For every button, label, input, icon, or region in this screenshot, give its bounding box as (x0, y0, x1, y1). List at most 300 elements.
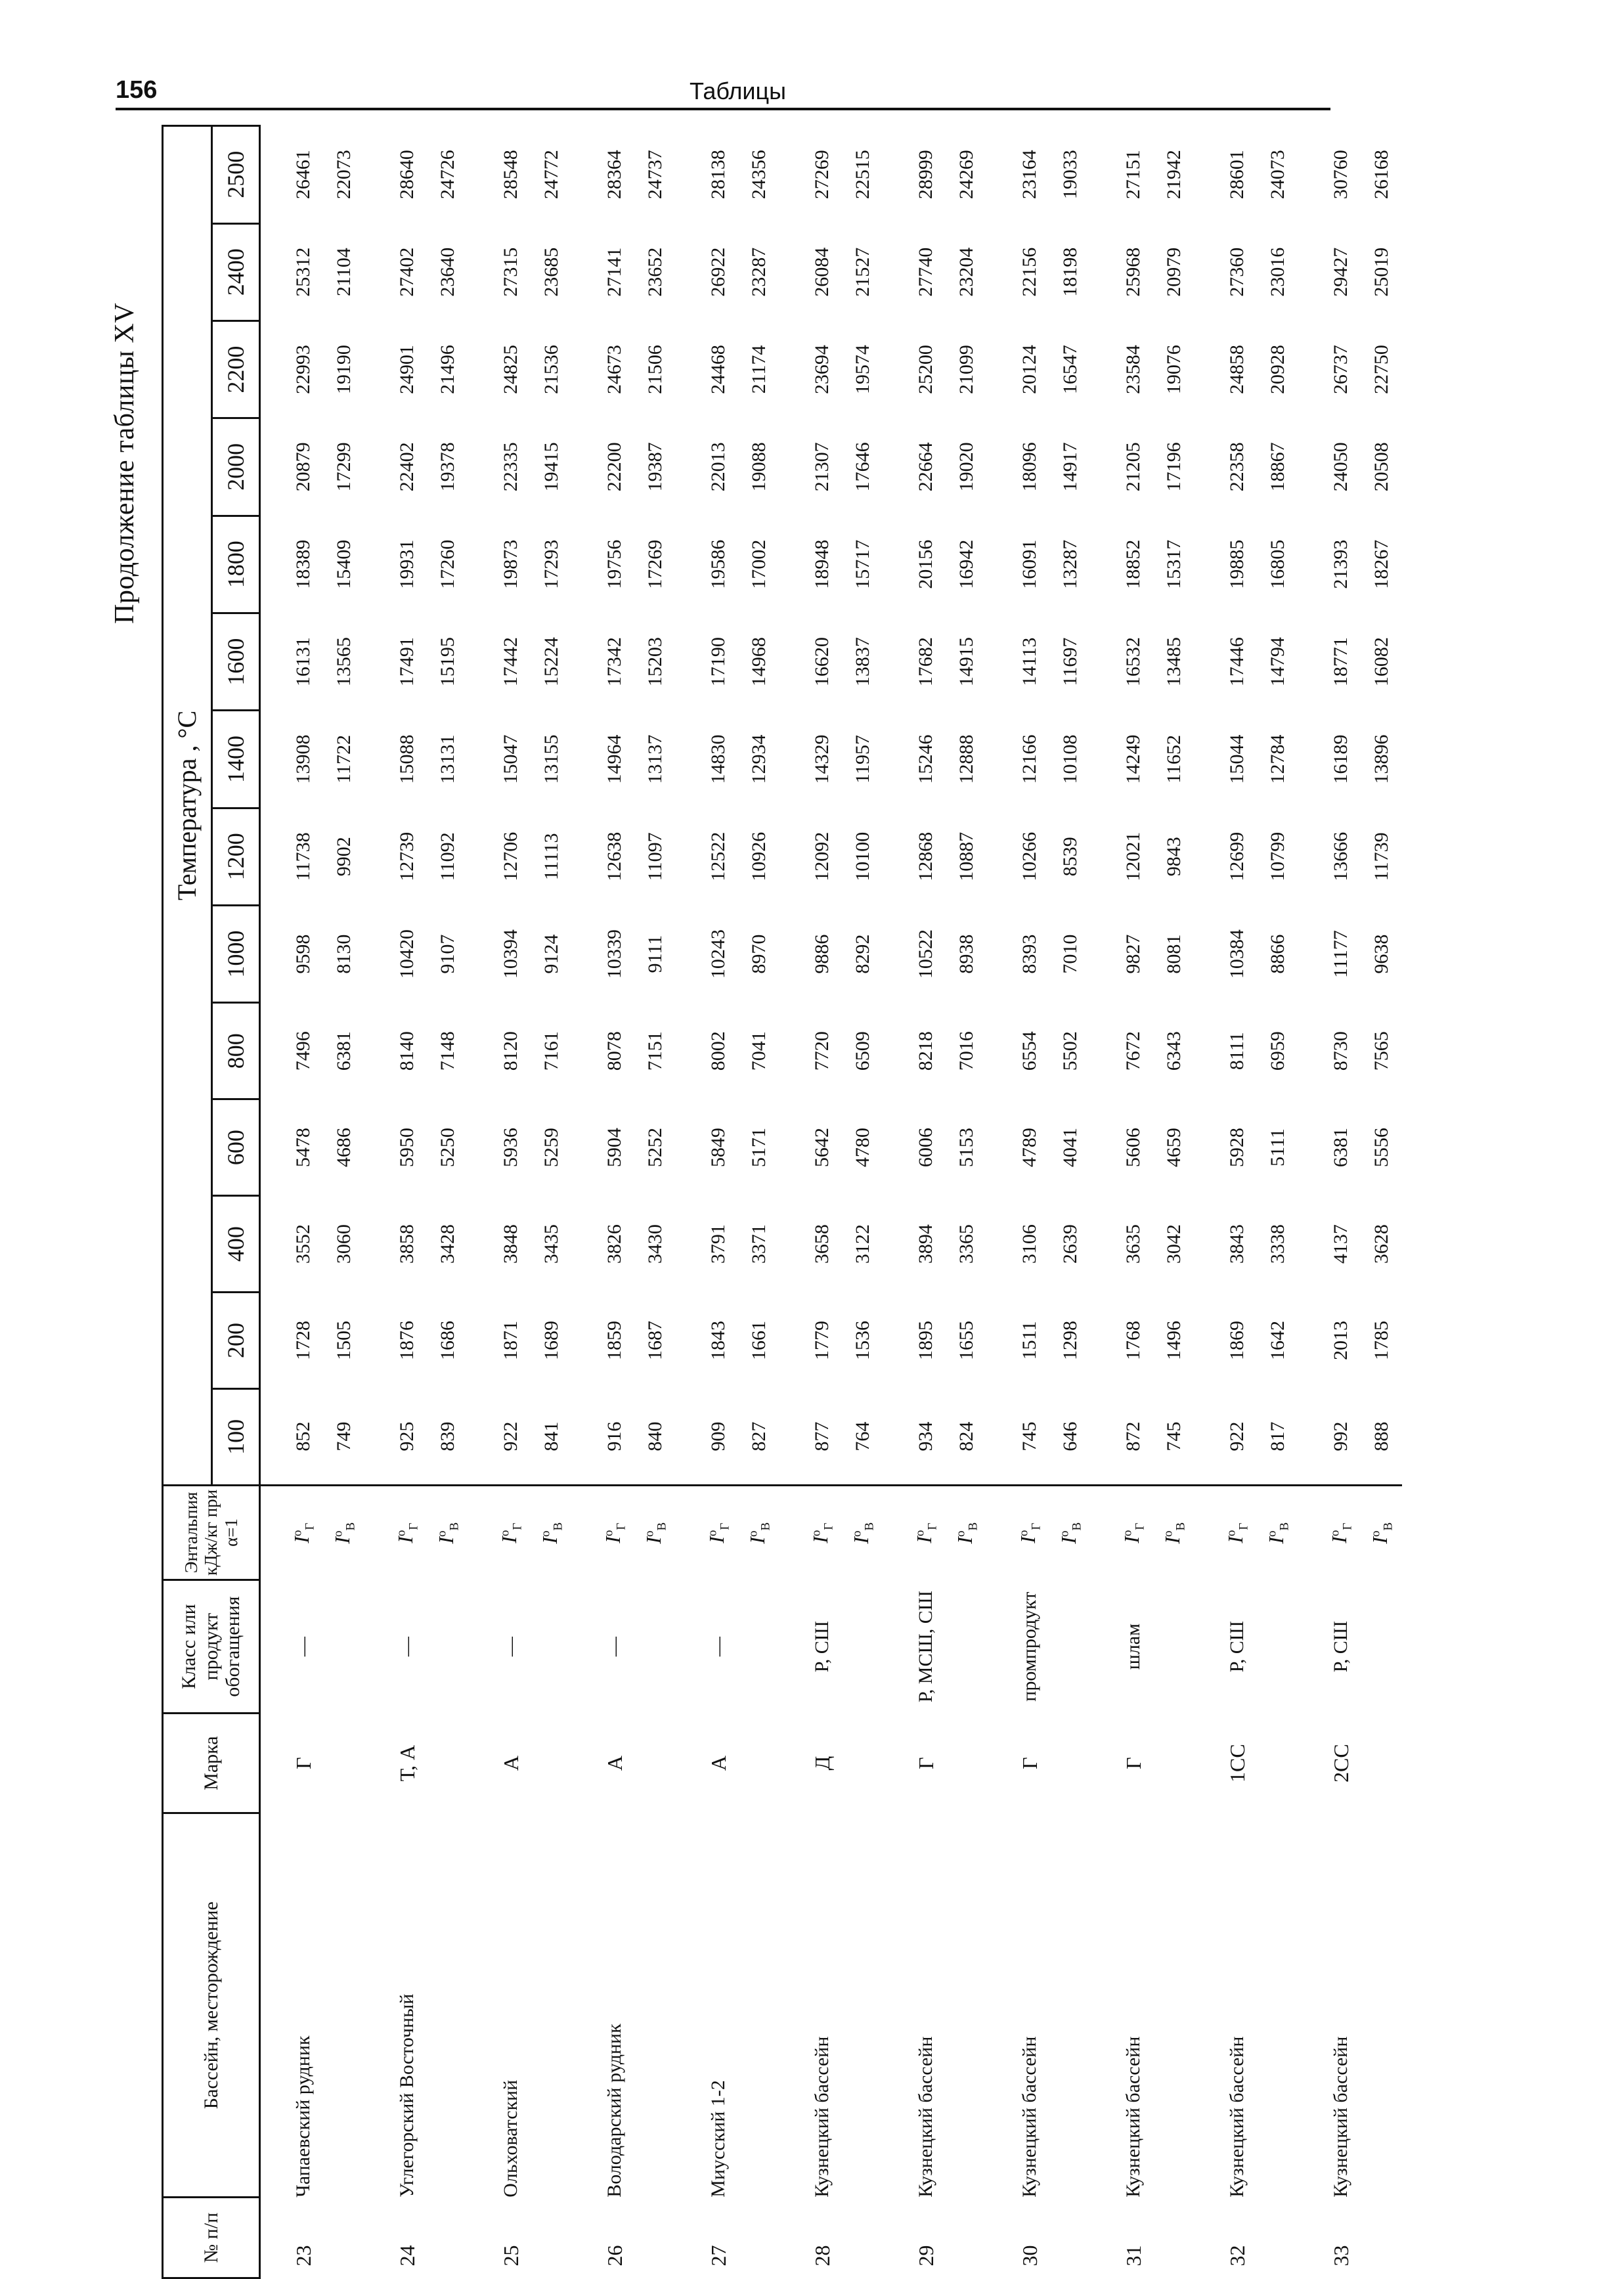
degree-mark: о (1057, 1530, 1072, 1537)
empty-cell (635, 1714, 676, 1813)
header-temp-2400: 2400 (212, 223, 260, 321)
table-caption: Продолжение таблицы XV (110, 302, 140, 624)
enthalpy-symbol-letter: I (1367, 1536, 1392, 1544)
degree-mark: о (290, 1530, 305, 1537)
enthalpy-symbol-letter: I (433, 1536, 458, 1544)
enthalpy-value: 14964 (604, 734, 625, 784)
enthalpy-value: 4686 (333, 1128, 355, 1168)
enthalpy-value: 17491 (396, 637, 418, 687)
enthalpy-subscript: В (551, 1522, 565, 1531)
enthalpy-value: 5556 (1371, 1128, 1392, 1168)
enthalpy-symbol-letter: I (1263, 1536, 1288, 1544)
enthalpy-value: 10100 (852, 831, 873, 881)
empty-cell (324, 1580, 364, 1714)
table-row (843, 126, 883, 2278)
product-class: промпродукт (1019, 1591, 1040, 1702)
table-row (1091, 126, 1154, 2278)
enthalpy-value: 749 (333, 1421, 355, 1451)
enthalpy-value: 11697 (1059, 637, 1081, 686)
enthalpy-value: 17293 (540, 539, 562, 589)
enthalpy-value: 17299 (333, 442, 355, 492)
enthalpy-symbol-letter: I (745, 1536, 769, 1544)
degree-mark: о (809, 1530, 823, 1537)
enthalpy-value: 2013 (1330, 1320, 1351, 1360)
enthalpy-subscript: Г (925, 1522, 940, 1530)
enthalpy-value: 3826 (604, 1224, 625, 1264)
enthalpy-value: 22200 (604, 442, 625, 492)
enthalpy-value: 24737 (644, 150, 666, 200)
enthalpy-value: 25019 (1371, 247, 1392, 297)
degree-mark: о (1224, 1530, 1239, 1537)
enthalpy-value: 18096 (1019, 442, 1040, 492)
table-row (676, 126, 739, 2278)
enthalpy-subscript: В (1277, 1522, 1292, 1531)
product-class: Р, СШ (1226, 1620, 1248, 1673)
enthalpy-value: 3658 (811, 1224, 833, 1264)
degree-mark: о (394, 1530, 408, 1537)
empty-cell (739, 1580, 779, 1714)
enthalpy-symbol (946, 1485, 987, 1580)
enthalpy-value: 12166 (1019, 734, 1040, 784)
enthalpy-subscript: Г (718, 1522, 732, 1530)
enthalpy-value: 5936 (500, 1128, 521, 1168)
enthalpy-value: 15409 (333, 539, 355, 589)
enthalpy-value: 11177 (1330, 930, 1351, 979)
enthalpy-value: 17190 (707, 637, 729, 687)
enthalpy-symbol-letter: I (537, 1536, 561, 1544)
enthalpy-value: 7010 (1059, 934, 1081, 974)
enthalpy-value: 24673 (604, 345, 625, 395)
row-number: 31 (1121, 2245, 1145, 2267)
enthalpy-value: 8120 (500, 1031, 521, 1071)
enthalpy-value: 9843 (1163, 837, 1185, 877)
enthalpy-value: 17646 (852, 442, 873, 492)
table-row (531, 126, 572, 2278)
enthalpy-subscript: Г (822, 1522, 836, 1530)
enthalpy-value: 13131 (437, 734, 458, 784)
basin-name: Ольховатский (500, 2079, 521, 2198)
enthalpy-value: 6006 (915, 1128, 936, 1168)
row-number: 32 (1225, 2245, 1249, 2267)
enthalpy-value: 27402 (396, 247, 418, 297)
enthalpy-value: 11722 (333, 735, 355, 784)
enthalpy-symbol (324, 1485, 364, 1580)
enthalpy-value: 13896 (1371, 734, 1392, 784)
enthalpy-value: 15088 (396, 734, 418, 784)
empty-cell (1361, 1714, 1402, 1813)
enthalpy-value: 20508 (1371, 442, 1392, 492)
product-class: — (500, 1637, 521, 1657)
empty-cell (946, 1813, 987, 2198)
row-number: 24 (395, 2245, 419, 2267)
coal-grade: А (706, 1756, 730, 1771)
enthalpy-value: 24468 (707, 345, 729, 395)
enthalpy-value: 1505 (333, 1320, 355, 1360)
enthalpy-value: 30760 (1330, 150, 1351, 200)
enthalpy-value: 1496 (1163, 1320, 1185, 1360)
enthalpy-value: 5259 (540, 1128, 562, 1168)
enthalpy-value: 11739 (1371, 832, 1392, 881)
table-row (635, 126, 676, 2278)
enthalpy-value: 1511 (1019, 1321, 1040, 1360)
enthalpy-value: 21104 (333, 248, 355, 297)
degree-mark: о (331, 1530, 345, 1537)
empty-cell (1361, 2198, 1402, 2278)
enthalpy-symbol-letter: I (496, 1536, 521, 1543)
enthalpy-value: 16805 (1267, 539, 1288, 589)
enthalpy-value: 26737 (1330, 345, 1351, 395)
row-number: 27 (706, 2245, 730, 2267)
enthalpy-value: 5642 (811, 1128, 833, 1168)
enthalpy-value: 8140 (396, 1031, 418, 1071)
enthalpy-value: 10887 (955, 831, 977, 881)
enthalpy-value: 13287 (1059, 539, 1081, 589)
enthalpy-value: 10522 (915, 929, 936, 979)
enthalpy-value: 21496 (437, 345, 458, 395)
enthalpy-value: 745 (1163, 1421, 1185, 1451)
enthalpy-value: 7496 (292, 1031, 314, 1071)
enthalpy-value: 28548 (500, 150, 521, 200)
enthalpy-value: 3628 (1371, 1224, 1392, 1264)
enthalpy-subscript: В (862, 1522, 877, 1531)
enthalpy-value: 9902 (333, 837, 355, 877)
enthalpy-symbol (987, 1485, 1050, 1580)
enthalpy-value: 22156 (1019, 247, 1040, 297)
header-temp-200: 200 (212, 1293, 260, 1389)
product-class: — (604, 1637, 625, 1657)
enthalpy-value: 8292 (852, 934, 873, 974)
empty-cell (428, 1580, 468, 1714)
table-row (739, 126, 779, 2278)
row-number: 29 (913, 2245, 938, 2267)
table-row (364, 126, 428, 2278)
header-temp-2000: 2000 (212, 418, 260, 516)
enthalpy-symbol-letter: I (1056, 1536, 1080, 1544)
basin-name: Чапаевский рудник (292, 2035, 314, 2198)
product-class: — (707, 1637, 729, 1657)
coal-grade: Т, А (395, 1744, 419, 1782)
enthalpy-value: 18389 (292, 539, 314, 589)
enthalpy-symbol (739, 1485, 779, 1580)
enthalpy-value: 8078 (604, 1031, 625, 1071)
degree-mark: о (498, 1530, 512, 1537)
enthalpy-value: 16532 (1122, 637, 1144, 687)
enthalpy-value: 15203 (644, 637, 666, 687)
degree-mark: о (1265, 1530, 1279, 1537)
coal-grade: А (602, 1756, 626, 1771)
enthalpy-value: 6381 (333, 1031, 355, 1071)
enthalpy-value: 1779 (811, 1320, 833, 1360)
enthalpy-value: 16082 (1371, 637, 1392, 687)
enthalpy-value: 9638 (1371, 934, 1392, 974)
enthalpy-value: 3122 (852, 1224, 873, 1264)
page-number: 156 (116, 76, 158, 104)
enthalpy-value: 8938 (955, 934, 977, 974)
enthalpy-value: 28601 (1226, 150, 1248, 200)
table-row (1195, 126, 1258, 2278)
enthalpy-value: 6343 (1163, 1031, 1185, 1071)
basin-name: Миусский 1-2 (707, 2080, 729, 2198)
coal-grade: Д (810, 1756, 834, 1771)
enthalpy-value: 8730 (1330, 1031, 1351, 1071)
empty-cell (1154, 1714, 1195, 1813)
enthalpy-value: 21307 (811, 442, 833, 492)
enthalpy-symbol-letter: I (641, 1536, 665, 1544)
enthalpy-value: 15246 (915, 734, 936, 784)
enthalpy-value: 21393 (1330, 539, 1351, 589)
enthalpy-value: 14830 (707, 734, 729, 784)
empty-cell (1154, 2198, 1195, 2278)
enthalpy-symbol-letter: I (1160, 1536, 1184, 1544)
empty-cell (739, 1714, 779, 1813)
enthalpy-value: 12706 (500, 831, 521, 881)
enthalpy-value: 19931 (396, 539, 418, 589)
enthalpy-value: 19586 (707, 539, 729, 589)
enthalpy-value: 15195 (437, 637, 458, 687)
row-number: 33 (1328, 2245, 1353, 2267)
enthalpy-value: 5252 (644, 1128, 666, 1168)
enthalpy-value: 8130 (333, 934, 355, 974)
enthalpy-value: 1689 (540, 1320, 562, 1360)
enthalpy-value: 1785 (1371, 1320, 1392, 1360)
enthalpy-value: 1536 (852, 1320, 873, 1360)
basin-name: Углегорский Восточный (396, 1993, 418, 2198)
enthalpy-value: 18948 (811, 539, 833, 589)
enthalpy-value: 1298 (1059, 1320, 1081, 1360)
enthalpy-value: 23287 (748, 247, 770, 297)
enthalpy-value: 877 (811, 1421, 833, 1451)
enthalpy-value: 14249 (1122, 734, 1144, 784)
enthalpy-symbol (676, 1485, 739, 1580)
enthalpy-symbol (428, 1485, 468, 1580)
enthalpy-symbol-letter: I (808, 1536, 832, 1543)
enthalpy-value: 7672 (1122, 1031, 1144, 1071)
table-row (883, 126, 946, 2278)
enthalpy-value: 24825 (500, 345, 521, 395)
enthalpy-value: 20979 (1163, 247, 1185, 297)
enthalpy-value: 7016 (955, 1031, 977, 1071)
degree-mark: о (435, 1530, 449, 1537)
empty-cell (1050, 1714, 1091, 1813)
enthalpy-value: 10339 (604, 929, 625, 979)
enthalpy-value: 22993 (292, 345, 314, 395)
enthalpy-value: 24772 (540, 150, 562, 200)
degree-mark: о (954, 1530, 968, 1537)
enthalpy-value: 12092 (811, 831, 833, 881)
enthalpy-value: 12522 (707, 831, 729, 881)
enthalpy-value: 25968 (1122, 247, 1144, 297)
enthalpy-value: 24901 (396, 345, 418, 395)
product-class: — (396, 1637, 418, 1657)
product-class: шлам (1122, 1623, 1144, 1670)
table-row (572, 126, 635, 2278)
enthalpy-value: 3858 (396, 1224, 418, 1264)
enthalpy-value: 16547 (1059, 345, 1081, 395)
enthalpy-value: 5111 (1267, 1128, 1288, 1167)
enthalpy-value: 16091 (1019, 539, 1040, 589)
enthalpy-value: 15047 (500, 734, 521, 784)
enthalpy-symbol (883, 1485, 946, 1580)
degree-mark: о (1161, 1530, 1175, 1537)
enthalpy-subscript: В (1070, 1522, 1084, 1531)
enthalpy-value: 20879 (292, 442, 314, 492)
enthalpy-value: 23640 (437, 247, 458, 297)
enthalpy-value: 19756 (604, 539, 625, 589)
enthalpy-subscript: Г (1133, 1522, 1147, 1530)
enthalpy-value: 925 (396, 1421, 418, 1451)
table-row (468, 126, 531, 2278)
enthalpy-subscript: Г (303, 1522, 317, 1530)
header-temperature: Температура , °C (163, 126, 212, 1486)
row-number: 26 (602, 2245, 626, 2267)
enthalpy-value: 27269 (811, 150, 833, 200)
header-class: Класс или продукт обогащения (163, 1580, 260, 1714)
enthalpy-value: 14113 (1019, 637, 1040, 686)
enthalpy-value: 3042 (1163, 1224, 1185, 1264)
enthalpy-value: 19387 (644, 442, 666, 492)
enthalpy-symbol (1154, 1485, 1195, 1580)
enthalpy-value: 839 (437, 1421, 458, 1451)
enthalpy-value: 872 (1122, 1421, 1144, 1451)
enthalpy-value: 10108 (1059, 734, 1081, 784)
row-number: 28 (810, 2245, 834, 2267)
enthalpy-symbol-letter: I (1015, 1536, 1040, 1543)
enthalpy-symbol (260, 1485, 324, 1580)
empty-cell (635, 1813, 676, 2198)
enthalpy-value: 764 (852, 1421, 873, 1451)
enthalpy-value: 6554 (1019, 1031, 1040, 1071)
enthalpy-value: 10799 (1267, 831, 1288, 881)
enthalpy-subscript: Г (406, 1522, 421, 1530)
table-row (1298, 126, 1361, 2278)
enthalpy-value: 11113 (540, 833, 562, 881)
enthalpy-value: 3894 (915, 1224, 936, 1264)
enthalpy-value: 7720 (811, 1031, 833, 1071)
empty-cell (324, 1714, 364, 1813)
enthalpy-symbol (1298, 1485, 1361, 1580)
enthalpy-symbol-letter: I (289, 1536, 313, 1543)
enthalpy-value: 17260 (437, 539, 458, 589)
enthalpy-value: 3060 (333, 1224, 355, 1264)
enthalpy-value: 12784 (1267, 734, 1288, 784)
enthalpy-value: 27141 (604, 247, 625, 297)
degree-mark: о (913, 1530, 927, 1537)
empty-cell (428, 2198, 468, 2278)
enthalpy-value: 888 (1371, 1421, 1392, 1451)
enthalpy-value: 8218 (915, 1031, 936, 1071)
enthalpy-value: 1686 (437, 1320, 458, 1360)
enthalpy-value: 23652 (644, 247, 666, 297)
enthalpy-symbol (364, 1485, 428, 1580)
enthalpy-symbol-letter: I (911, 1536, 936, 1543)
enthalpy-value: 22515 (852, 150, 873, 200)
enthalpy-value: 17446 (1226, 637, 1248, 687)
enthalpy-value: 5250 (437, 1128, 458, 1168)
enthalpy-value: 5478 (292, 1128, 314, 1168)
enthalpy-value: 8393 (1019, 934, 1040, 974)
enthalpy-value: 18267 (1371, 539, 1392, 589)
enthalpy-value: 22073 (333, 150, 355, 200)
enthalpy-symbol (779, 1485, 843, 1580)
enthalpy-value: 21099 (955, 345, 977, 395)
enthalpy-value: 24356 (748, 150, 770, 200)
enthalpy-value: 20156 (915, 539, 936, 589)
empty-cell (531, 1714, 572, 1813)
enthalpy-value: 18867 (1267, 442, 1288, 492)
enthalpy-value: 3365 (955, 1224, 977, 1264)
enthalpy-value: 824 (955, 1421, 977, 1451)
empty-cell (843, 1714, 883, 1813)
enthalpy-value: 17442 (500, 637, 521, 687)
enthalpy-value: 9107 (437, 934, 458, 974)
enthalpy-value: 7565 (1371, 1031, 1392, 1071)
degree-mark: о (642, 1530, 657, 1537)
enthalpy-value: 5904 (604, 1128, 625, 1168)
enthalpy-subscript: В (447, 1522, 462, 1531)
enthalpy-value: 25200 (915, 345, 936, 395)
enthalpy-value: 12888 (955, 734, 977, 784)
table-row (946, 126, 987, 2278)
enthalpy-subscript: В (655, 1522, 669, 1531)
coal-grade: А (498, 1756, 523, 1771)
table-row (260, 126, 324, 2278)
product-class: Р, СШ (811, 1620, 833, 1673)
enthalpy-value: 29427 (1330, 247, 1351, 297)
enthalpy-value: 19378 (437, 442, 458, 492)
enthalpy-value: 19190 (333, 345, 355, 395)
enthalpy-value: 17342 (604, 637, 625, 687)
enthalpy-value: 23584 (1122, 345, 1144, 395)
empty-cell (1154, 1813, 1195, 2198)
enthalpy-value: 17269 (644, 539, 666, 589)
enthalpy-value: 3430 (644, 1224, 666, 1264)
enthalpy-value: 19033 (1059, 150, 1081, 200)
enthalpy-value: 6509 (852, 1031, 873, 1071)
empty-cell (531, 2198, 572, 2278)
enthalpy-value: 9886 (811, 934, 833, 974)
enthalpy-value: 27315 (500, 247, 521, 297)
enthalpy-value: 7151 (644, 1031, 666, 1071)
basin-name: Кузнецкий бассейн (915, 2036, 936, 2198)
degree-mark: о (1369, 1530, 1383, 1537)
enthalpy-subscript: В (1174, 1522, 1188, 1531)
header-temp-1000: 1000 (212, 905, 260, 1002)
enthalpy-value: 10266 (1019, 831, 1040, 881)
empty-cell (739, 1813, 779, 2198)
rotated-table-area (109, 125, 1395, 2279)
enthalpy-value: 11738 (292, 832, 314, 881)
enthalpy-value: 13666 (1330, 831, 1351, 881)
enthalpy-subscript: Г (1029, 1522, 1043, 1530)
enthalpy-value: 22013 (707, 442, 729, 492)
enthalpy-value: 4789 (1019, 1128, 1040, 1168)
enthalpy-value: 1871 (500, 1320, 521, 1360)
enthalpy-value: 21174 (748, 345, 770, 394)
header-temp-1800: 1800 (212, 516, 260, 613)
enthalpy-value: 5928 (1226, 1128, 1248, 1168)
empty-cell (739, 2198, 779, 2278)
enthalpy-value: 7148 (437, 1031, 458, 1071)
enthalpy-value: 2639 (1059, 1224, 1081, 1264)
row-number: 23 (291, 2245, 315, 2267)
enthalpy-value: 24858 (1226, 345, 1248, 395)
enthalpy-value: 7041 (748, 1031, 770, 1071)
enthalpy-value: 841 (540, 1421, 562, 1451)
enthalpy-table (162, 125, 1402, 2279)
enthalpy-value: 3635 (1122, 1224, 1144, 1264)
enthalpy-symbol (1195, 1485, 1258, 1580)
enthalpy-value: 4659 (1163, 1128, 1185, 1168)
